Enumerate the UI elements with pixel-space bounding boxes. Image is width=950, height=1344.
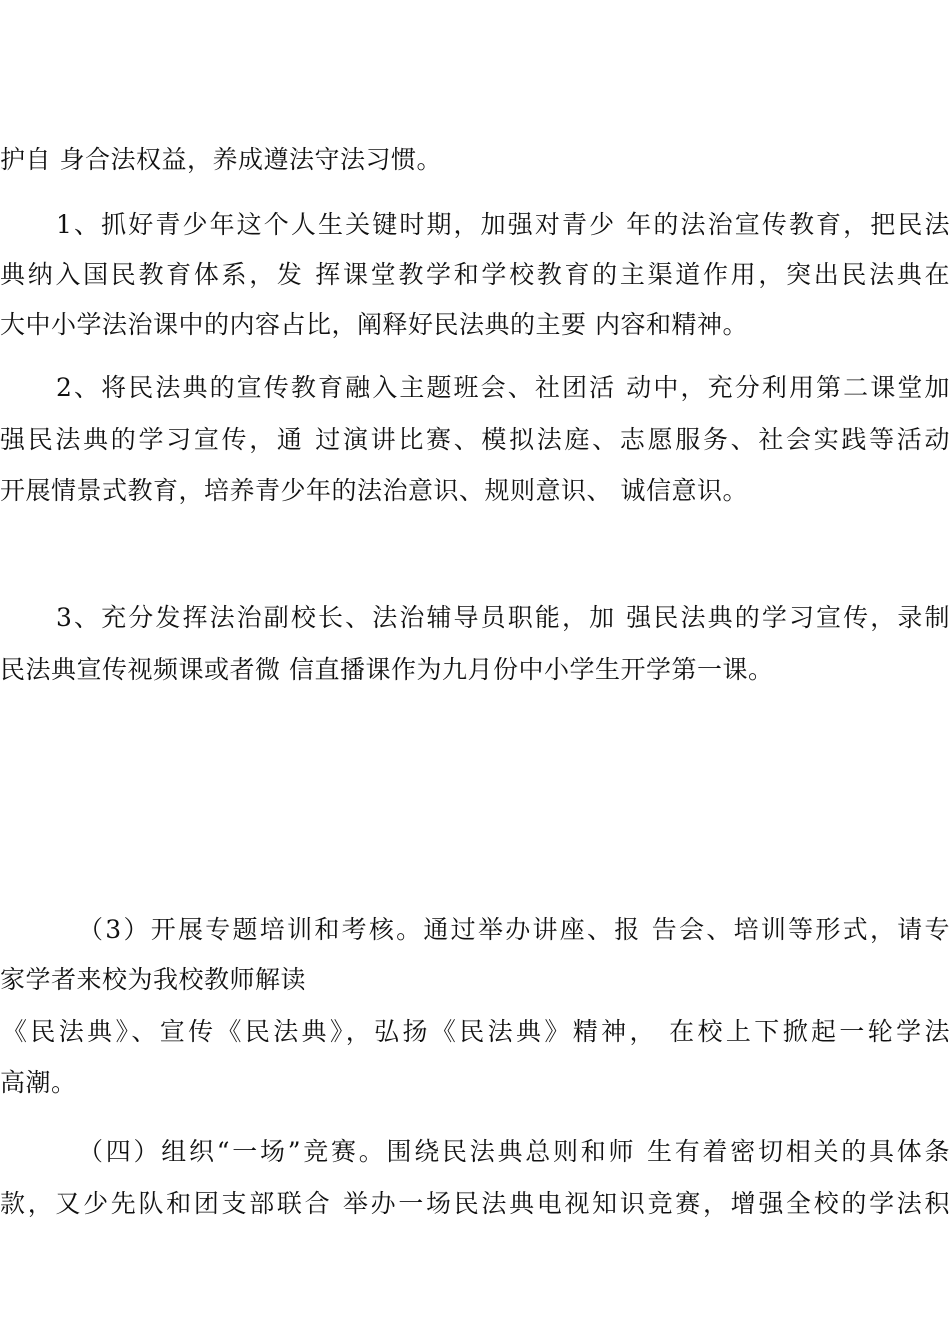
text-line: 款，又少先队和团支部联合 举办一场民法典电视知识竞赛，增强全校的学法积 bbox=[0, 1189, 950, 1218]
text-line: 民法典宣传视频课或者微 信直播课作为九月份中小学生开学第一课。 bbox=[0, 655, 774, 684]
text-line: （3）开展专题培训和考核。通过举办讲座、报 告会、培训等形式，请专 bbox=[78, 915, 950, 944]
text-line: 开展情景式教育，培养青少年的法治意识、规则意识、 诚信意识。 bbox=[0, 476, 748, 505]
text-line: 大中小学法治课中的内容占比，阐释好民法典的主要 内容和精神。 bbox=[0, 310, 748, 339]
text-line: （四）组织“一场”竞赛。围绕民法典总则和师 生有着密切相关的具体条 bbox=[78, 1137, 950, 1166]
text-line: 高潮。 bbox=[0, 1068, 77, 1097]
text-line: 典纳入国民教育体系，发 挥课堂教学和学校教育的主渠道作用，突出民法典在 bbox=[0, 260, 950, 289]
text-line: 强民法典的学习宣传，通 过演讲比赛、模拟法庭、志愿服务、社会实践等活动 bbox=[0, 425, 950, 454]
text-line: 2、将民法典的宣传教育融入主题班会、社团活 动中，充分利用第二课堂加 bbox=[56, 373, 950, 402]
text-line: 3、充分发挥法治副校长、法治辅导员职能，加 强民法典的学习宣传，录制 bbox=[56, 603, 950, 632]
text-line: 《民法典》、宣传《民法典》，弘扬《民法典》精神， 在校上下掀起一轮学法 bbox=[2, 1017, 950, 1046]
text-line: 家学者来校为我校教师解读 bbox=[0, 965, 307, 994]
text-line: 1、抓好青少年这个人生关键时期，加强对青少 年的法治宣传教育，把民法 bbox=[56, 210, 950, 239]
text-line: 护自 身合法权益，养成遵法守法习惯。 bbox=[0, 145, 442, 174]
